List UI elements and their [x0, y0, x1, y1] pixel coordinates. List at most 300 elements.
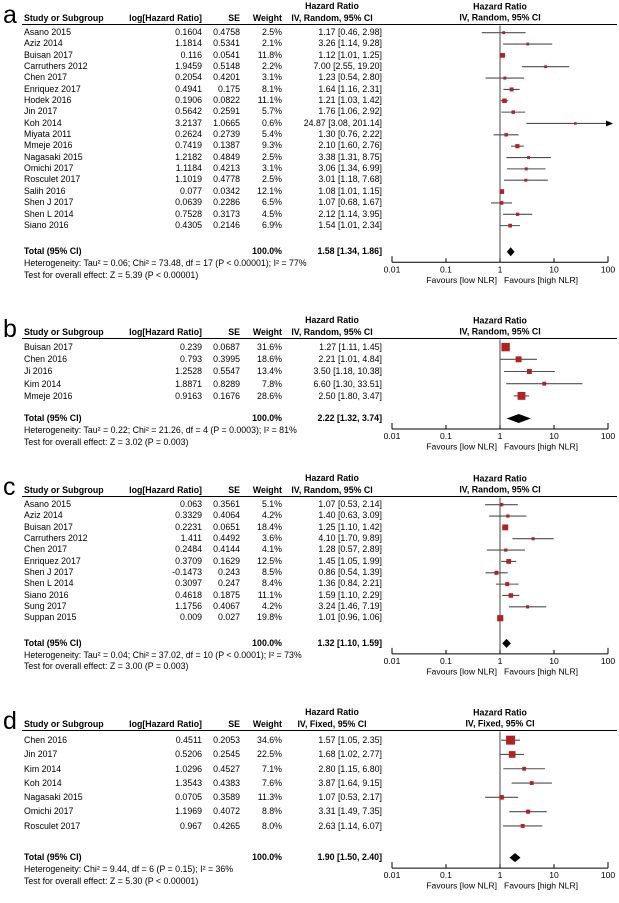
study-row [24, 38, 382, 49]
ci-text: 1.07 [0.68, 1.67] [318, 197, 382, 208]
study-name: Jin 2017 [24, 749, 58, 760]
effect-marker [494, 571, 498, 575]
se-value: 0.4383 [213, 777, 240, 788]
study-name: Buisan 2017 [24, 521, 73, 532]
se-value: 0.4072 [213, 806, 240, 817]
effect-marker [530, 781, 534, 785]
x-axis-tick-label: 0.1 [440, 870, 452, 881]
panel-a [0, 0, 619, 314]
weight-value: 6.9% [261, 219, 282, 230]
study-name: Koh 2014 [24, 117, 62, 128]
weight-value: 2.5% [261, 27, 282, 37]
study-table [24, 706, 382, 887]
log-hr-value: 0.116 [180, 49, 202, 60]
se-value: 0.4144 [213, 544, 240, 555]
favours-left-label: Favours [low NLR] [426, 880, 497, 891]
total-row [24, 245, 382, 258]
plot-hazard-ratio-header: Hazard Ratio [473, 707, 527, 718]
ci-text: 7.00 [2.55, 19.20] [313, 61, 382, 72]
total-weight: 100.0% [252, 412, 282, 423]
study-name: Mmeje 2016 [24, 140, 73, 151]
x-axis-tick-label: 10 [549, 264, 559, 275]
study-name: Nagasaki 2015 [24, 151, 83, 162]
effect-marker [501, 343, 509, 351]
study-name: Ji 2016 [24, 366, 53, 377]
log-hr-value: 0.009 [179, 612, 202, 623]
log-hr-value: 0.4618 [175, 589, 202, 600]
study-name: Nagasaki 2015 [24, 792, 83, 803]
effect-marker [504, 548, 507, 551]
se-value: 0.2146 [213, 219, 240, 230]
study-name: Omichi 2017 [24, 806, 74, 817]
log-hr-value: 1.1814 [175, 38, 202, 49]
study-name: Suppan 2015 [24, 612, 77, 623]
col-weight-header: Weight [252, 485, 282, 495]
study-name: Chen 2017 [24, 544, 68, 555]
weight-value: 8.0% [261, 820, 282, 831]
se-value: 0.1629 [213, 555, 240, 566]
ci-text: 1.54 [1.01, 2.34] [318, 219, 382, 230]
se-value: 0.4213 [213, 163, 240, 174]
study-row [24, 522, 382, 533]
heterogeneity-text: Heterogeneity: Tau² = 0.22; Chi² = 21.26, df = 4 (P = 0.0003); I² = 81% [24, 424, 297, 435]
ci-text: 2.63 [1.14, 6.07] [318, 820, 382, 831]
se-value: 0.1875 [213, 589, 240, 600]
plot-effect-model-header: IV, Random, 95% CI [459, 326, 541, 337]
study-row [24, 84, 382, 95]
col-study-header: Study or Subgroup [24, 327, 104, 337]
overall-effect-text: Test for overall effect: Z = 5.39 (P < 0.00001) [24, 269, 199, 280]
panel-d-label: d [3, 707, 17, 735]
header-spacer [240, 314, 282, 326]
log-hr-value: 0.3097 [175, 578, 202, 589]
x-axis-tick-label: 0.01 [383, 870, 401, 881]
weight-value: 6.5% [261, 197, 282, 208]
effect-marker [506, 559, 511, 564]
ci-text: 1.21 [1.03, 1.42] [318, 95, 382, 106]
effect-marker [509, 751, 516, 758]
study-row [24, 390, 382, 402]
study-row [24, 747, 382, 761]
se-value: 0.1387 [213, 140, 240, 151]
study-name: Mmeje 2016 [24, 390, 73, 401]
ci-text: 1.68 [1.02, 2.77] [318, 749, 382, 760]
ci-text: 1.01 [0.96, 1.06] [318, 612, 382, 623]
col-weight-header: Weight [252, 719, 282, 729]
effect-marker [527, 369, 532, 374]
panel-c-label: c [3, 473, 16, 501]
log-hr-value: 1.8871 [175, 378, 202, 389]
effect-marker [499, 795, 504, 800]
study-row [24, 50, 382, 61]
weight-value: 4.2% [261, 601, 282, 612]
overall-effect-text: Test for overall effect: Z = 3.00 (P = 0.003) [24, 661, 189, 672]
effect-marker [518, 392, 526, 400]
header-row-1 [24, 314, 382, 326]
header-row-2 [24, 484, 382, 496]
overall-effect-text: Test for overall effect: Z = 5.30 (P < 0.00001) [24, 875, 199, 886]
se-value: 0.3561 [213, 499, 240, 509]
effect-marker [500, 503, 503, 506]
favours-left-label: Favours [low NLR] [426, 441, 497, 452]
ci-text: 1.12 [1.01, 1.25] [318, 49, 382, 60]
total-row [24, 637, 382, 650]
weight-value: 5.1% [261, 499, 282, 509]
total-weight: 100.0% [252, 852, 282, 863]
effect-marker [503, 77, 506, 80]
study-row [24, 220, 382, 231]
x-axis-tick-label: 1 [497, 655, 503, 666]
log-hr-value: 0.4941 [175, 83, 202, 94]
ci-text: 2.21 [1.01, 4.84] [318, 354, 382, 365]
weight-value: 22.5% [257, 749, 282, 760]
effect-marker [510, 87, 514, 91]
log-hr-value: 1.2182 [175, 151, 202, 162]
study-row [24, 341, 382, 353]
log-hr-value: 1.3543 [175, 777, 202, 788]
effect-marker [509, 593, 514, 598]
weight-value: 12.1% [257, 185, 282, 196]
effect-marker [512, 110, 515, 113]
effect-marker [544, 65, 547, 68]
study-row [24, 612, 382, 623]
total-ci: 1.58 [1.34, 1.86] [317, 246, 382, 257]
weight-value: 13.4% [257, 366, 282, 377]
weight-value: 7.6% [261, 777, 282, 788]
study-row [24, 209, 382, 220]
favours-right-label: Favours [high NLR] [504, 666, 579, 677]
ci-text: 3.01 [1.18, 7.68] [318, 174, 382, 185]
header-spacer [24, 0, 124, 12]
weight-value: 3.1% [261, 163, 282, 174]
weight-value: 11.1% [257, 589, 282, 600]
weight-value: 9.3% [261, 140, 282, 151]
study-row [24, 804, 382, 818]
log-hr-value: 0.7419 [175, 140, 202, 151]
study-row [24, 197, 382, 208]
study-name: Enriquez 2017 [24, 555, 81, 566]
log-hr-value: 1.1969 [175, 806, 202, 817]
log-hr-value: 1.9459 [175, 61, 202, 72]
ci-text: 1.25 [1.10, 1.42] [318, 521, 382, 532]
plot-hazard-ratio-header: Hazard Ratio [473, 473, 527, 484]
ci-text: 1.64 [1.16, 2.31] [318, 83, 382, 94]
ci-text: 4.10 [1.70, 9.89] [318, 533, 382, 544]
ci-text: 1.08 [1.01, 1.15] [318, 185, 382, 196]
header-row-2 [24, 326, 382, 338]
ci-text: 1.59 [1.10, 2.29] [318, 589, 382, 600]
x-axis-tick-label: 1 [497, 870, 503, 881]
se-value: 0.2739 [213, 129, 240, 140]
ci-text: 1.40 [0.63, 3.09] [318, 510, 382, 521]
effect-marker [526, 43, 529, 46]
x-axis-tick-label: 100 [600, 264, 616, 275]
log-hr-value: 0.2484 [175, 544, 202, 555]
x-axis-tick-label: 100 [600, 870, 616, 881]
header-row-1 [24, 0, 382, 12]
ci-text: 6.60 [1.30, 33.51] [313, 378, 382, 389]
study-name: Buisan 2017 [24, 49, 73, 60]
log-hr-value: 1.411 [180, 533, 202, 544]
ci-text: 1.07 [0.53, 2.17] [318, 792, 382, 803]
x-axis-tick-label: 1 [497, 431, 503, 441]
ci-text: 2.12 [1.14, 3.95] [318, 208, 382, 219]
study-row [24, 140, 382, 151]
hazard-ratio-column-header: Hazard Ratio [305, 315, 359, 325]
study-row [24, 762, 382, 776]
se-value: 0.4201 [213, 72, 240, 83]
se-value: 0.4778 [213, 174, 240, 185]
study-table [24, 472, 382, 673]
se-value: 0.027 [217, 612, 240, 623]
study-name: Aziz 2014 [24, 38, 63, 49]
header-spacer [24, 314, 124, 326]
total-diamond [507, 247, 515, 256]
study-name: Hodek 2016 [24, 95, 72, 106]
ci-text: 1.57 [1.05, 2.35] [318, 735, 382, 745]
effect-marker [506, 736, 515, 745]
header-row-1 [24, 706, 382, 718]
ci-text: 1.07 [0.53, 2.14] [318, 499, 382, 509]
se-value: 0.3995 [213, 354, 240, 365]
hazard-ratio-column-header: Hazard Ratio [305, 707, 359, 717]
effect-marker [521, 824, 525, 828]
effect-marker [525, 167, 528, 170]
study-row [24, 186, 382, 197]
study-row [24, 590, 382, 601]
weight-value: 8.1% [261, 83, 282, 94]
se-value: 0.5547 [213, 366, 240, 377]
ci-text: 3.24 [1.46, 7.19] [318, 601, 382, 612]
study-row [24, 499, 382, 510]
se-value: 0.247 [217, 578, 240, 589]
total-label: Total (95% CI) [24, 412, 82, 423]
study-row [24, 733, 382, 747]
se-value: 0.0342 [213, 185, 240, 196]
col-loghr-header: log[Hazard Ratio] [129, 719, 202, 729]
x-axis-tick-label: 10 [549, 870, 559, 881]
study-row [24, 174, 382, 185]
log-hr-value: 0.3709 [175, 555, 202, 566]
col-loghr-header: log[Hazard Ratio] [129, 485, 202, 495]
se-value: 0.5148 [213, 61, 240, 72]
x-axis-tick-label: 0.1 [440, 655, 452, 666]
header-spacer [202, 706, 240, 718]
study-name: Shen J 2017 [24, 197, 74, 208]
header-spacer [24, 706, 124, 718]
study-name: Miyata 2011 [24, 129, 72, 140]
se-value: 0.0541 [213, 49, 240, 60]
favours-right-label: Favours [high NLR] [504, 880, 579, 891]
total-row [24, 412, 382, 425]
col-ci-header: IV, Random, 95% CI [291, 327, 373, 337]
header-row-2 [24, 12, 382, 24]
weight-value: 3.1% [261, 72, 282, 83]
effect-marker [526, 605, 529, 608]
se-value: 0.4265 [213, 820, 240, 831]
effect-marker [500, 201, 504, 205]
study-rows [24, 733, 382, 833]
effect-marker [504, 133, 507, 136]
ci-text: 1.30 [0.76, 2.22] [318, 129, 382, 140]
col-study-header: Study or Subgroup [24, 719, 104, 729]
hazard-ratio-column-header: Hazard Ratio [305, 473, 359, 483]
se-value: 0.8289 [213, 378, 240, 389]
se-value: 0.1676 [213, 390, 240, 401]
study-table [24, 0, 382, 281]
col-ci-header: IV, Random, 95% CI [291, 13, 373, 23]
weight-value: 7.1% [261, 763, 282, 774]
study-name: Shen J 2017 [24, 567, 74, 578]
x-axis-tick-label: 0.1 [440, 264, 452, 275]
weight-value: 8.8% [261, 806, 282, 817]
weight-value: 4.2% [261, 510, 282, 521]
study-rows [24, 341, 382, 402]
study-row [24, 510, 382, 521]
col-se-header: SE [228, 485, 240, 495]
heterogeneity-text: Heterogeneity: Tau² = 0.04; Chi² = 37.02, df = 10 (P < 0.0001); I² = 73% [24, 649, 302, 660]
favours-right-label: Favours [high NLR] [504, 274, 579, 285]
weight-value: 4.1% [261, 544, 282, 555]
study-row [24, 106, 382, 117]
plot-effect-model-header: IV, Random, 95% CI [459, 12, 541, 23]
total-ci: 2.22 [1.32, 3.74] [317, 412, 382, 423]
se-value: 0.4849 [213, 151, 240, 162]
x-axis-tick-label: 0.1 [440, 431, 452, 441]
se-value: 0.2053 [213, 735, 240, 745]
favours-left-label: Favours [low NLR] [426, 274, 497, 285]
effect-marker [499, 189, 504, 194]
study-row [24, 533, 382, 544]
x-axis-tick-label: 0.01 [383, 264, 401, 275]
study-row [24, 95, 382, 106]
plot-hazard-ratio-header: Hazard Ratio [473, 315, 527, 326]
log-hr-value: 0.5642 [175, 106, 202, 117]
study-row [24, 556, 382, 567]
study-row [24, 578, 382, 589]
total-label: Total (95% CI) [24, 246, 82, 257]
ci-text: 1.17 [0.46, 2.98] [318, 27, 382, 37]
effect-marker [532, 537, 535, 540]
ci-text: 2.80 [1.15, 6.80] [318, 763, 382, 774]
log-hr-value: 0.1906 [175, 95, 202, 106]
plot-effect-model-header: IV, Random, 95% CI [459, 484, 541, 495]
total-row [24, 851, 382, 864]
study-row [24, 72, 382, 83]
log-hr-value: 3.2137 [175, 117, 202, 128]
log-hr-value: 1.1019 [175, 174, 202, 185]
header-spacer [124, 0, 202, 12]
weight-value: 7.8% [261, 378, 282, 389]
log-hr-value: 0.9163 [175, 390, 202, 401]
total-ci: 1.32 [1.10, 1.59] [317, 637, 382, 648]
col-weight-header: Weight [252, 327, 282, 337]
se-value: 0.4067 [213, 601, 240, 612]
log-hr-value: 1.1756 [175, 601, 202, 612]
study-rows [24, 27, 382, 231]
total-label: Total (95% CI) [24, 637, 82, 648]
weight-value: 34.6% [257, 735, 282, 745]
log-hr-value: 0.077 [179, 185, 202, 196]
col-ci-header: IV, Fixed, 95% CI [297, 719, 367, 729]
study-name: Siano 2016 [24, 219, 69, 230]
study-row [24, 353, 382, 365]
x-axis-tick-label: 100 [600, 431, 616, 441]
study-name: Enriquez 2017 [24, 83, 81, 94]
study-name: Aziz 2014 [24, 510, 63, 521]
weight-value: 11.3% [257, 792, 282, 803]
log-hr-value: 0.3329 [175, 510, 202, 521]
study-row [24, 61, 382, 72]
weight-value: 12.5% [257, 555, 282, 566]
col-study-header: Study or Subgroup [24, 485, 104, 495]
study-row [24, 27, 382, 38]
study-name: Siano 2016 [24, 589, 69, 600]
ci-text: 1.28 [0.57, 2.89] [318, 544, 382, 555]
col-se-header: SE [228, 327, 240, 337]
favours-left-label: Favours [low NLR] [426, 666, 497, 677]
weight-value: 0.6% [261, 117, 282, 128]
total-diamond [507, 414, 531, 423]
total-label: Total (95% CI) [24, 852, 82, 863]
weight-value: 11.1% [257, 95, 282, 106]
x-axis-tick-label: 10 [549, 655, 559, 666]
ci-text: 0.86 [0.54, 1.39] [318, 567, 382, 578]
col-se-header: SE [228, 13, 240, 23]
header-spacer [202, 0, 240, 12]
heterogeneity-text: Heterogeneity: Chi² = 9.44, df = 6 (P = 0.15); I² = 36% [24, 864, 234, 875]
effect-marker [502, 99, 507, 104]
study-row [24, 601, 382, 612]
ci-text: 24.87 [3.08, 201.14] [303, 117, 382, 128]
x-axis-tick-label: 1 [497, 264, 503, 275]
se-value: 0.3589 [213, 792, 240, 803]
header-spacer [124, 472, 202, 484]
se-value: 0.2591 [213, 106, 240, 117]
ci-text: 3.50 [1.18, 10.38] [313, 366, 382, 377]
effect-marker [524, 179, 527, 182]
study-name: Buisan 2017 [24, 342, 73, 352]
weight-value: 4.5% [261, 208, 282, 219]
log-hr-value: 0.0639 [175, 197, 202, 208]
log-hr-value: 0.5206 [175, 749, 202, 760]
study-name: Salih 2016 [24, 185, 66, 196]
study-row [24, 163, 382, 174]
ci-arrow-right [606, 120, 613, 126]
study-name: Shen L 2014 [24, 578, 74, 589]
study-table [24, 314, 382, 448]
weight-value: 31.6% [257, 342, 282, 352]
study-name: Rosculet 2017 [24, 820, 81, 831]
se-value: 0.5341 [213, 38, 240, 49]
panel-a-label: a [3, 1, 17, 29]
log-hr-value: 0.0705 [175, 792, 202, 803]
col-weight-header: Weight [252, 13, 282, 23]
effect-marker [508, 224, 512, 228]
se-value: 0.4064 [213, 510, 240, 521]
ci-text: 1.45 [1.05, 1.99] [318, 555, 382, 566]
log-hr-value: -0.1473 [172, 567, 202, 578]
panel-b-label: b [3, 315, 17, 343]
effect-marker [500, 53, 505, 58]
weight-value: 5.7% [261, 106, 282, 117]
effect-marker [522, 767, 526, 771]
ci-text: 3.38 [1.31, 8.75] [318, 151, 382, 162]
header-spacer [202, 314, 240, 326]
header-spacer [240, 472, 282, 484]
se-value: 0.4758 [213, 27, 240, 37]
se-value: 0.2545 [213, 749, 240, 760]
